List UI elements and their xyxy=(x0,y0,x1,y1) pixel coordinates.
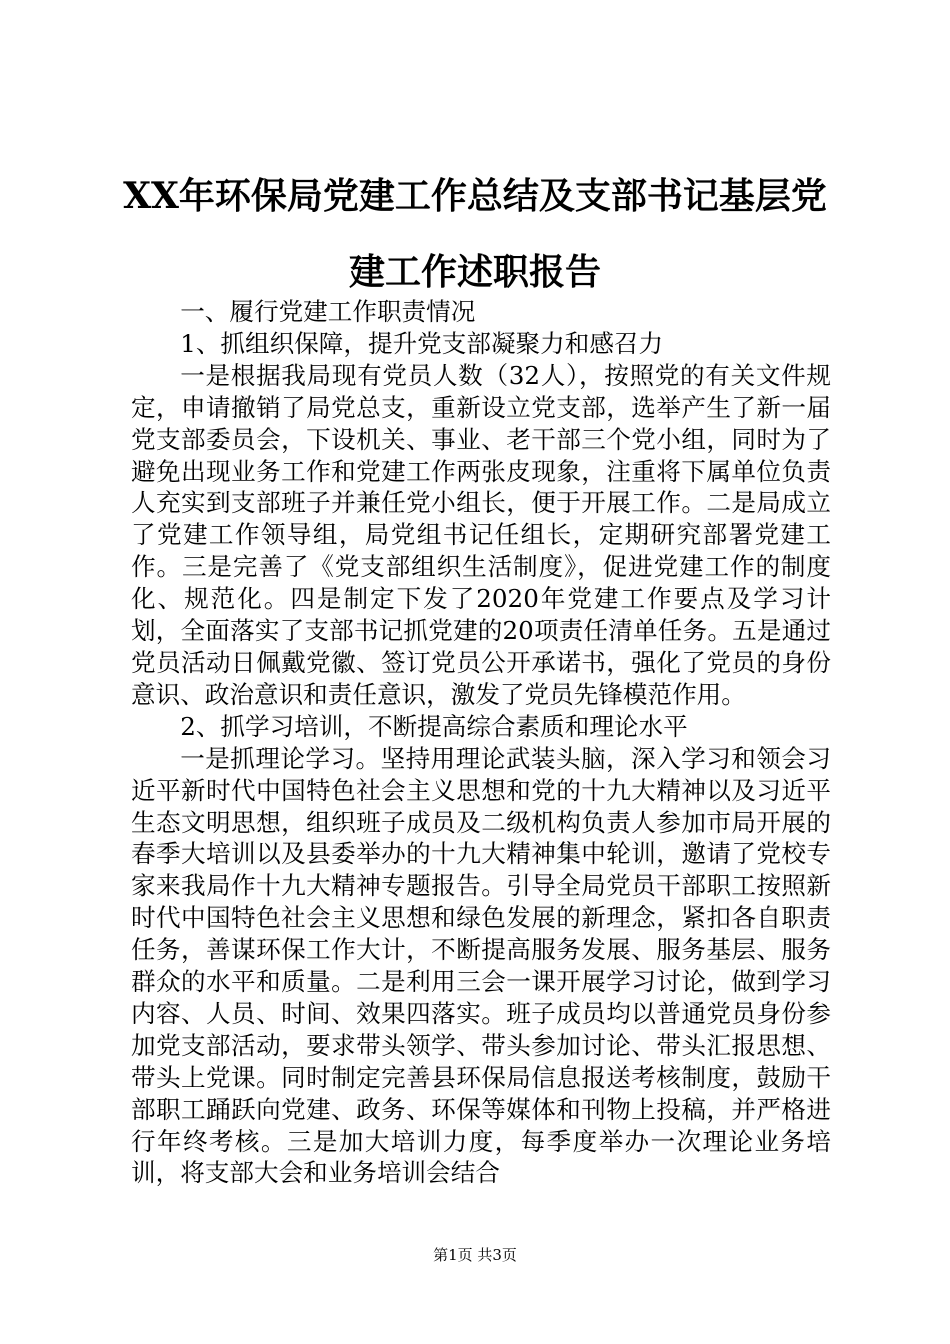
subsection-heading: 2、抓学习培训，不断提高综合素质和理论水平 xyxy=(180,711,688,741)
subsection-heading: 1、抓组织保障，提升党支部凝聚力和感召力 xyxy=(180,328,664,358)
body-paragraph: 一是抓理论学习。坚持用理论武装头脑，深入学习和领会习近平新时代中国特色社会主义思想和党的十九大精神以及习近平生态文明思想，组织班子成员及二级机构负责人参加市局开展的春季大培训以及县委举办的十九大精神集中轮训，邀请了党校专家来我局作十九大精神专题报告。引导全局党员干部职工按照新时代中国特色社会主义思想和绿色发展的新理念，紧扣各自职责任务，善谋环保工作大计，不断提高服务发展、服务基层、服务群众的水平和质量。二是利用三会一课开展学习讨论，做到学习内容、人员、时间、效果四落实。班子成员均以普通党员身份参加党支部活动，要求带头领学、带头参加讨论、带头汇报思想、带头上党课。同时制定完善县环保局信息报送考核制度，鼓励干部职工踊跃向党建、政务、环保等媒体和刊物上投稿，并严格进行年终考核。三是加大培训力度，每季度举办一次理论业务培训，将支部大会和业务培训会结合 xyxy=(131,743,831,1188)
document-title: XX年环保局党建工作总结及支部书记基层党建工作述职报告 xyxy=(123,175,827,293)
body-paragraph: 一是根据我局现有党员人数（32人），按照党的有关文件规定，申请撤销了局党总支，重新设立党支部，选举产生了新一届党支部委员会，下设机关、事业、老干部三个党小组，同时为了避免出现业务工作和党建工作两张皮现象，注重将下属单位负责人充实到支部班子并兼任党小组长，便于开展工作。二是局成立了党建工作领导组，局党组书记任组长，定期研究部署党建工作。三是完善了《党支部组织生活制度》，促进党建工作的制度化、规范化。四是制定下发了2020年党建工作要点及学习计划，全面落实了支部书记抓党建的20项责任清单任务。五是通过党员活动日佩戴党徽、签订党员公开承诺书，强化了党员的身份意识、政治意识和责任意识，激发了党员先锋模范作用。 xyxy=(131,360,831,709)
section-heading: 一、履行党建工作职责情况 xyxy=(180,297,476,326)
page-footer: 第1页 共3页 xyxy=(433,1246,517,1264)
document-body xyxy=(131,296,831,1189)
